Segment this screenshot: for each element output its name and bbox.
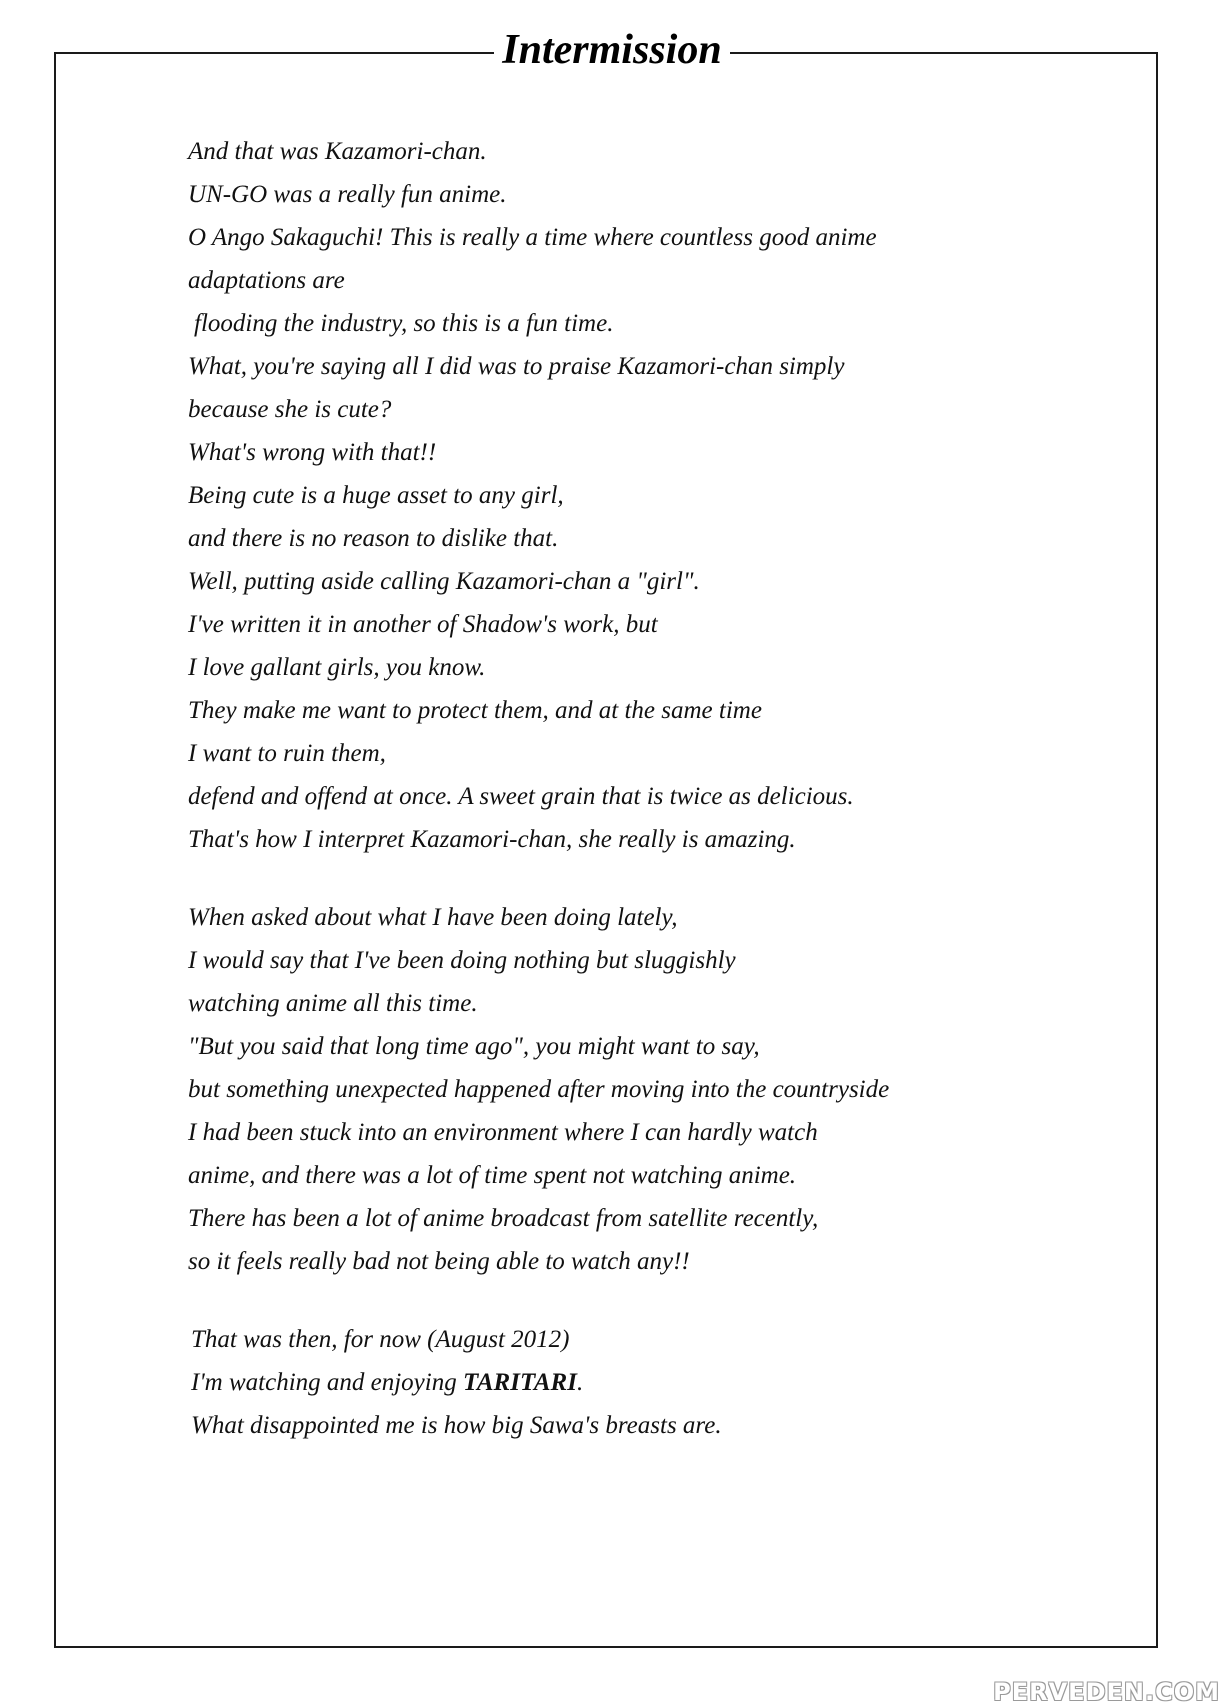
paragraph-spacer xyxy=(188,1283,1088,1318)
text-line: so it feels really bad not being able to watch any!! xyxy=(188,1248,690,1275)
text-line: What's wrong with that!! xyxy=(188,439,437,466)
text-line: There has been a lot of anime broadcast from satellite recently, xyxy=(188,1205,819,1232)
text-body xyxy=(188,130,1088,1447)
text-line: I've written it in another of Shadow's work, but xyxy=(188,611,658,638)
text-line: That was then, for now (August 2012) xyxy=(191,1326,570,1353)
paragraph-2 xyxy=(188,896,1088,1283)
text-line: "But you said that long time ago", you might want to say, xyxy=(188,1033,760,1060)
text-line: I love gallant girls, you know. xyxy=(188,654,486,681)
site-watermark: PERVEDEN.COM xyxy=(993,1678,1220,1706)
text-line: but something unexpected happened after moving into the countryside xyxy=(188,1076,890,1103)
text-line: anime, and there was a lot of time spent not watching anime. xyxy=(188,1162,797,1189)
text-line: And that was Kazamori-chan. xyxy=(188,138,487,165)
paragraph-spacer xyxy=(188,861,1088,896)
text-line: flooding the industry, so this is a fun time. xyxy=(194,310,614,337)
text-line: What, you're saying all I did was to praise Kazamori-chan simply xyxy=(188,353,845,380)
text-line: What disappointed me is how big Sawa's breasts are. xyxy=(191,1412,722,1439)
text-line: because she is cute? xyxy=(188,396,392,423)
text-segment: I'm watching and enjoying xyxy=(191,1369,463,1396)
anime-title-emphasis: TARITARI xyxy=(462,1369,577,1396)
paragraph-3 xyxy=(188,1318,1088,1447)
text-line: defend and offend at once. A sweet grain that is twice as delicious. xyxy=(188,783,854,810)
text-line: Well, putting aside calling Kazamori-chan a "girl". xyxy=(188,568,700,595)
text-line: adaptations are xyxy=(188,267,345,294)
page-title: Intermission xyxy=(494,22,729,78)
text-line: They make me want to protect them, and at the same time xyxy=(188,697,762,724)
text-line: I had been stuck into an environment where I can hardly watch xyxy=(188,1119,818,1146)
text-line: Being cute is a huge asset to any girl, xyxy=(188,482,564,509)
text-line: I would say that I've been doing nothing but sluggishly xyxy=(188,947,736,974)
text-line: O Ango Sakaguchi! This is really a time where countless good anime xyxy=(188,224,877,251)
text-segment: . xyxy=(576,1369,584,1396)
paragraph-1 xyxy=(188,130,1088,861)
text-line: watching anime all this time. xyxy=(188,990,478,1017)
text-line: and there is no reason to dislike that. xyxy=(188,525,559,552)
text-line: When asked about what I have been doing lately, xyxy=(188,904,678,931)
text-line xyxy=(188,1361,1088,1404)
text-line: UN-GO was a really fun anime. xyxy=(188,181,507,208)
text-line: That's how I interpret Kazamori-chan, she really is amazing. xyxy=(188,826,796,853)
text-line: I want to ruin them, xyxy=(188,740,386,767)
